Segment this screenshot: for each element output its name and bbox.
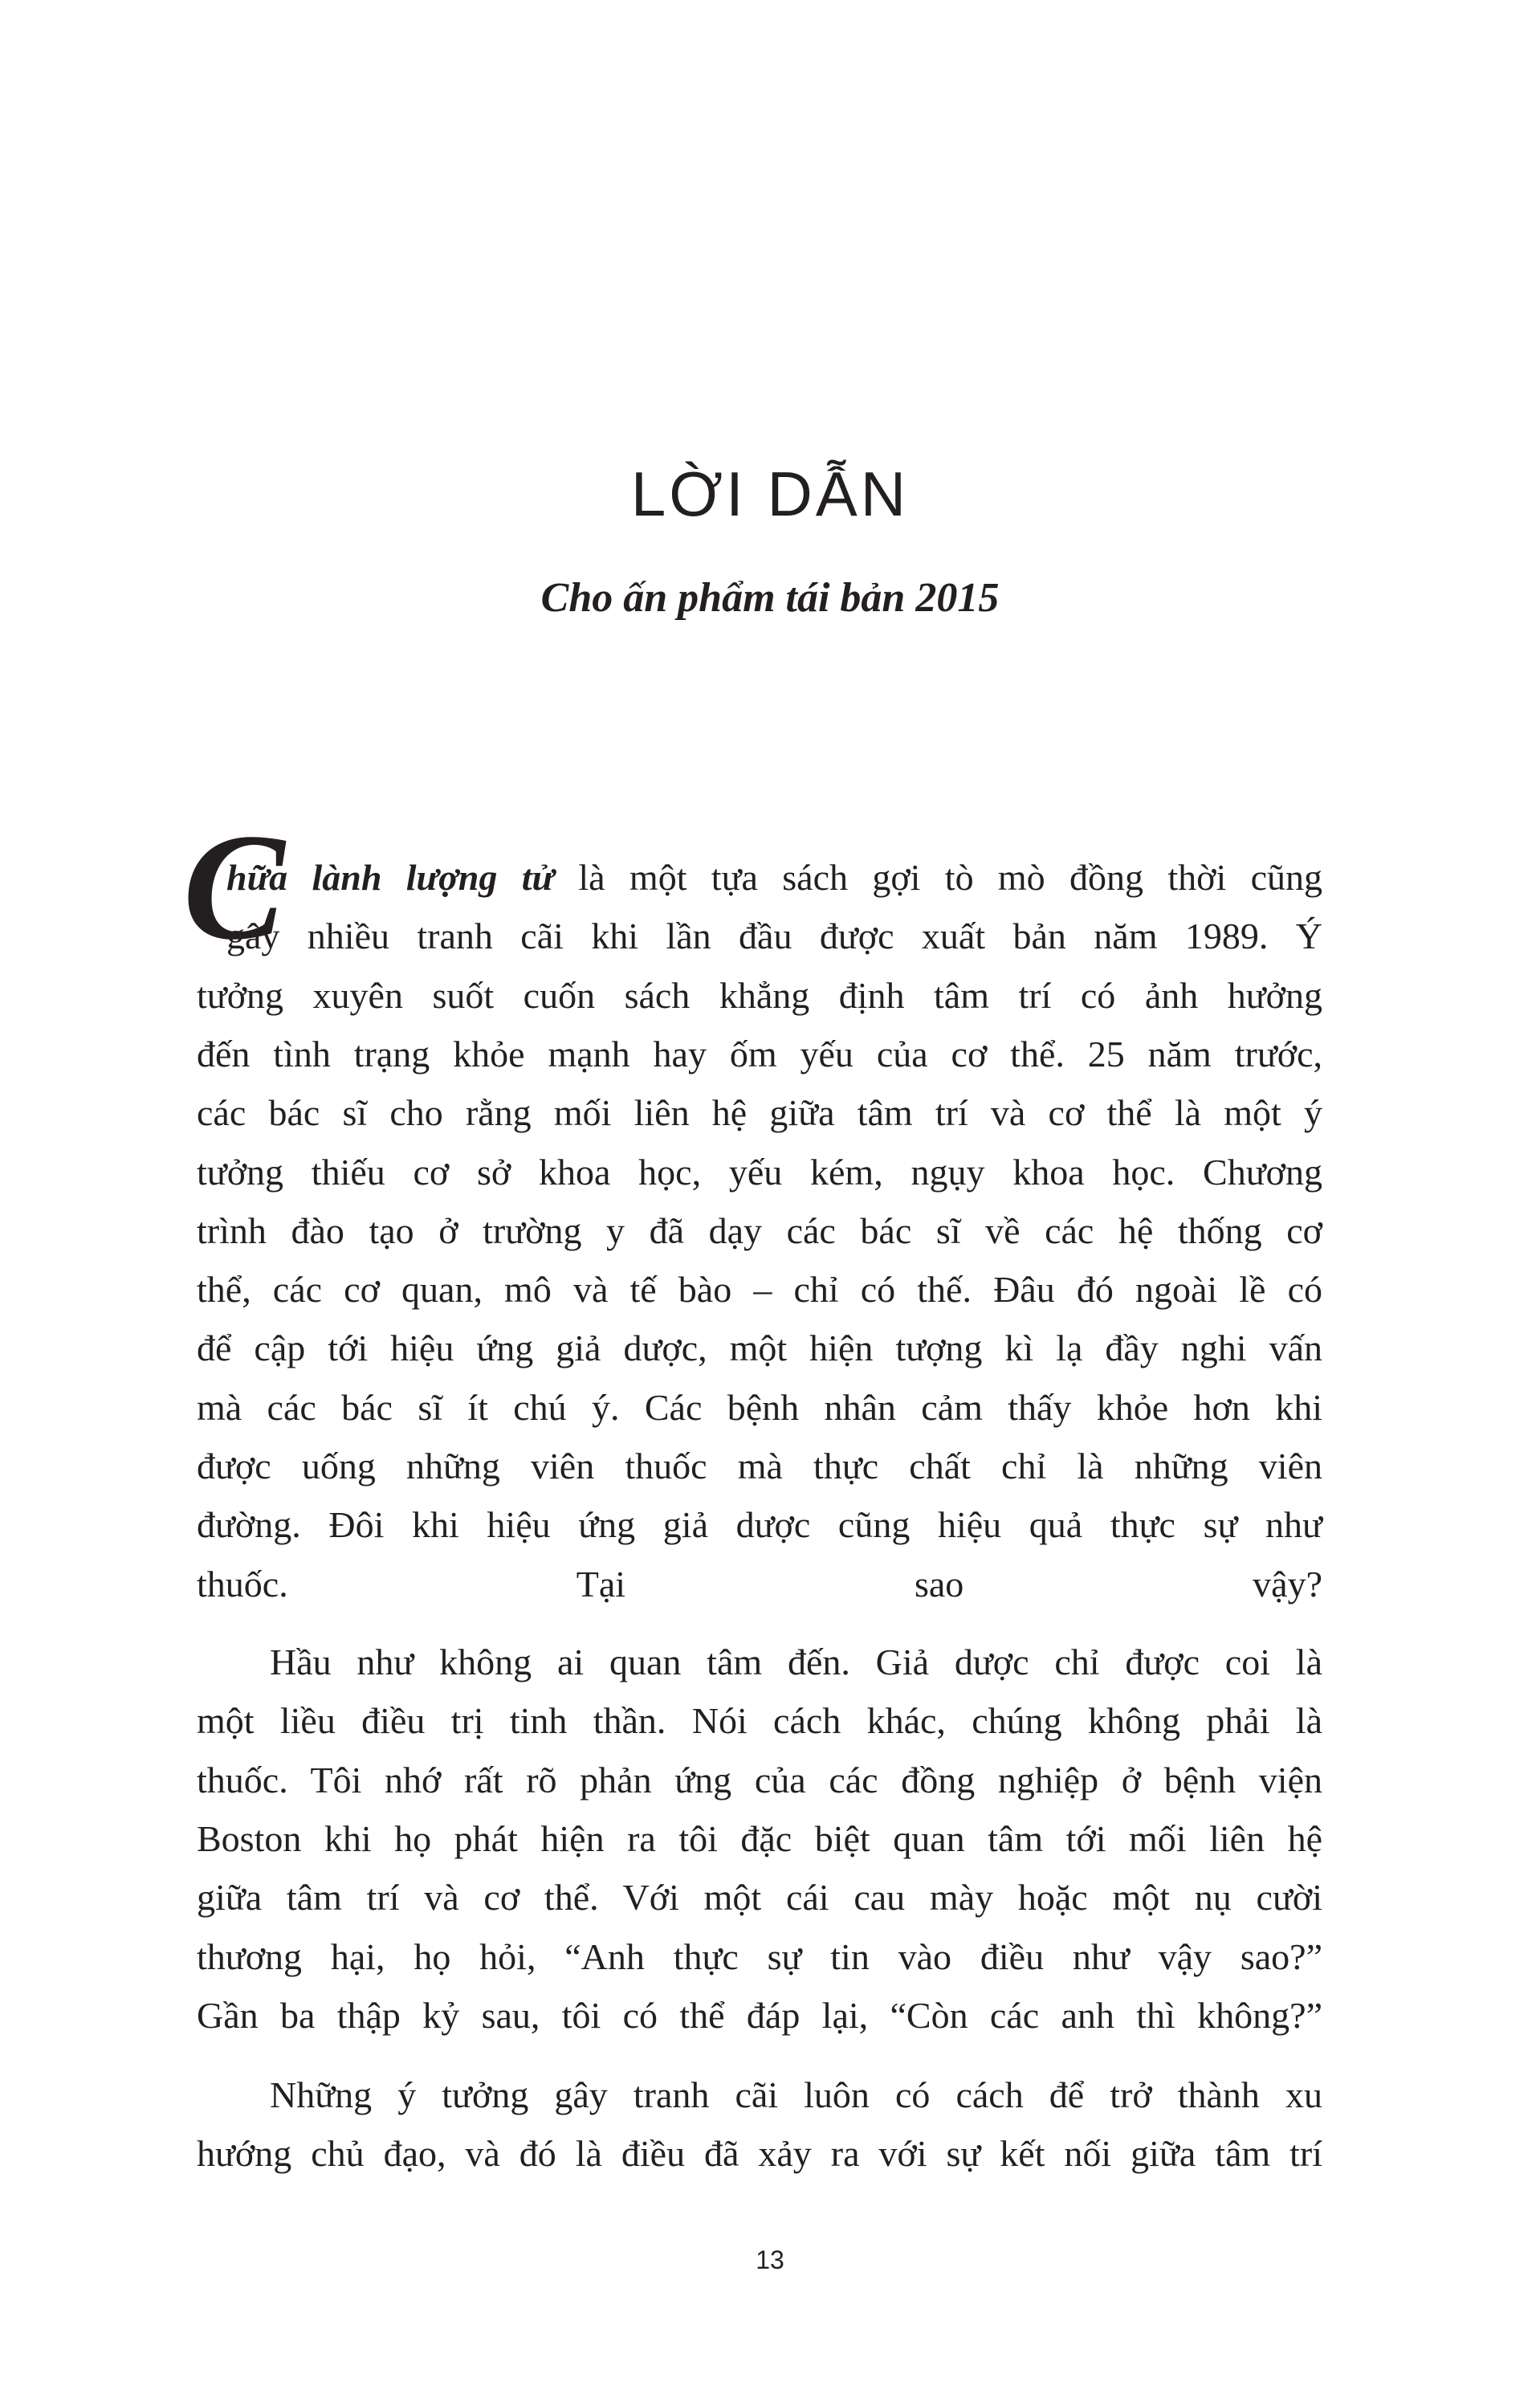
- text-line: thuốc. Tôi nhớ rất rõ phản ứng của các đồng nghiệp ở bệnh viện: [197, 1759, 1322, 1800]
- text-line: tưởng thiếu cơ sở khoa học, yếu kém, ngụy khoa học. Chương: [197, 1151, 1322, 1193]
- text-line: để cập tới hiệu ứng giả dược, một hiện tượng kì lạ đầy nghi vấn: [197, 1327, 1322, 1369]
- text-line: Hầu như không ai quan tâm đến. Giả dược chỉ được coi là: [270, 1641, 1322, 1682]
- chapter-subtitle: Cho ấn phẩm tái bản 2015: [540, 575, 1000, 621]
- text-line: hướng chủ đạo, và đó là điều đã xảy ra với sự kết nối giữa tâm trí: [197, 2133, 1322, 2175]
- page-number: 13: [756, 2245, 784, 2274]
- text-line: các bác sĩ cho rằng mối liên hệ giữa tâm trí và cơ thể là một ý: [197, 1092, 1322, 1134]
- text-line: tưởng xuyên suốt cuốn sách khẳng định tâm trí có ảnh hưởng: [197, 974, 1322, 1016]
- book-title-emphasis: hữa lành lượng tử: [226, 857, 555, 898]
- text-line: giữa tâm trí và cơ thể. Với một cái cau mày hoặc một nụ cười: [197, 1877, 1322, 1919]
- text-line: một liều điều trị tinh thần. Nói cách khác, chúng không phải là: [197, 1700, 1322, 1742]
- text-line: Gần ba thập kỷ sau, tôi có thể đáp lại, “Còn các anh thì không?”: [197, 1994, 1322, 2036]
- line-text: là một tựa sách gợi tò mò đồng thời cũng: [554, 857, 1322, 898]
- drop-cap: C: [183, 803, 285, 972]
- text-line: trình đào tạo ở trường y đã dạy các bác sĩ về các hệ thống cơ: [197, 1209, 1322, 1251]
- text-line: đường. Đôi khi hiệu ứng giả dược cũng hiệu quả thực sự như: [197, 1504, 1322, 1546]
- text-line: đến tình trạng khỏe mạnh hay ốm yếu của cơ thể. 25 năm trước,: [197, 1033, 1322, 1075]
- text-line: thương hại, họ hỏi, “Anh thực sự tin vào điều như vậy sao?”: [197, 1935, 1322, 1977]
- text-line: [226, 848, 1322, 907]
- text-line: gây nhiều tranh cãi khi lần đầu được xuất bản năm 1989. Ý: [226, 916, 1322, 957]
- text-line: thuốc. Tại sao vậy?: [197, 1563, 1322, 1605]
- text-line: thể, các cơ quan, mô và tế bào – chỉ có thế. Đâu đó ngoài lề có: [197, 1269, 1322, 1311]
- text-line: Những ý tưởng gây tranh cãi luôn có cách để trở thành xu: [270, 2074, 1322, 2115]
- text-line: Boston khi họ phát hiện ra tôi đặc biệt quan tâm tới mối liên hệ: [197, 1817, 1322, 1859]
- chapter-title: LỜI DẪN: [630, 459, 910, 529]
- text-line: được uống những viên thuốc mà thực chất chỉ là những viên: [197, 1446, 1322, 1486]
- text-line: mà các bác sĩ ít chú ý. Các bệnh nhân cảm thấy khỏe hơn khi: [197, 1386, 1322, 1428]
